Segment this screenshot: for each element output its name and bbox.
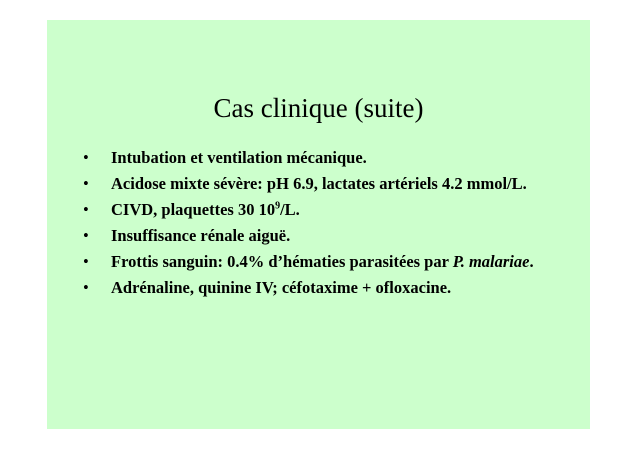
slide-title: Cas clinique (suite) [213,93,424,123]
bullet-text-end: . [529,252,534,271]
bullet-item-insuffisance [83,225,563,247]
bullet-icon: • [83,148,89,167]
bullet-text: Insuffisance rénale aiguë. [111,226,291,245]
bullet-text-start: CIVD, plaquettes 30 10 [111,200,276,219]
bullet-icon: • [83,278,89,297]
slide [47,20,590,429]
bullet-item-acidose [83,173,563,195]
bullet-species-name: P. malariae [452,252,530,271]
bullet-superscript: 9 [275,200,281,212]
bullet-list [83,147,563,303]
bullet-item-intubation [83,147,563,169]
bullet-item-traitement [83,277,563,299]
bullet-icon: • [83,226,89,245]
bullet-text-end: /L. [280,200,300,219]
bullet-item-frottis [83,251,563,273]
bullet-icon: • [83,200,89,219]
bullet-text: Acidose mixte sévère: pH 6.9, lactates artériels 4.2 mmol/L. [111,174,527,193]
bullet-item-civd [83,199,563,221]
bullet-text-start: Frottis sanguin: 0.4% d’hématies parasitées par [111,252,453,271]
bullet-icon: • [83,252,89,271]
bullet-text: Intubation et ventilation mécanique. [111,148,367,167]
bullet-text: Adrénaline, quinine IV; céfotaxime + ofloxacine. [111,278,452,297]
bullet-icon: • [83,174,89,193]
